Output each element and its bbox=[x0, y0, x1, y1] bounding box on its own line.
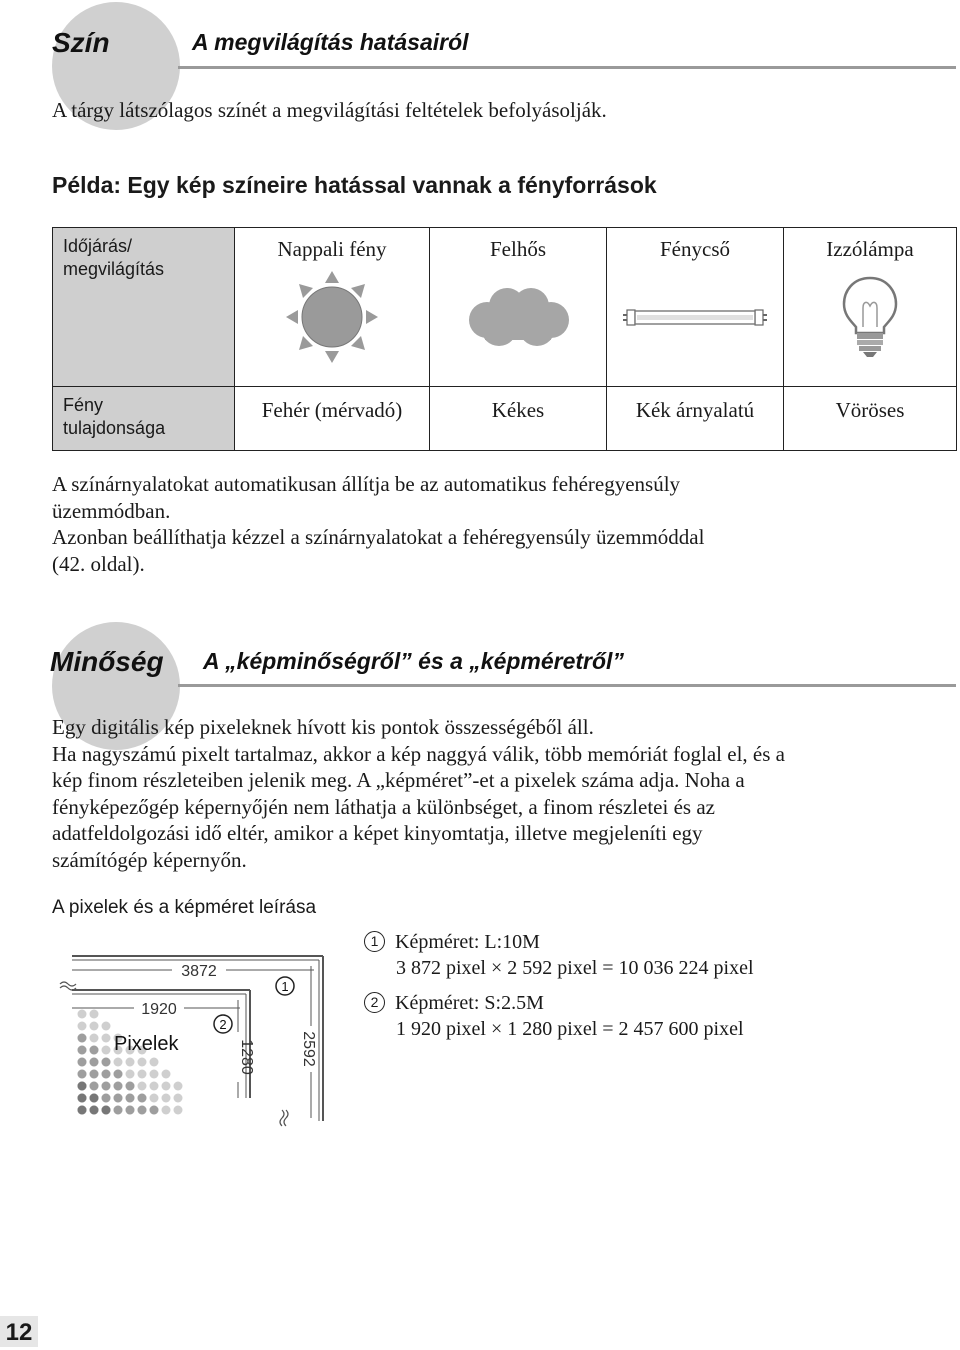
spec-2-line1: Képméret: S:2.5M bbox=[395, 992, 544, 1014]
label-pixels: Pixelek bbox=[114, 1033, 179, 1055]
section-subtitle: A megvilágítás hatásairól bbox=[192, 29, 469, 55]
cloud-icon bbox=[465, 286, 571, 348]
spec-2-number: 2 bbox=[364, 992, 385, 1013]
pixel-dots bbox=[78, 1010, 183, 1115]
wb-line-3: Azonban beállíthatja kézzel a színárnyalatokat a fehéregyensúly üzemmóddal bbox=[52, 525, 705, 549]
property-fluorescent: Kék árnyalatú bbox=[607, 387, 784, 451]
pixel-diagram bbox=[58, 948, 338, 1138]
col-label-fluorescent: Fénycső bbox=[660, 237, 730, 261]
col-daylight bbox=[235, 228, 430, 387]
label-width-small: 1920 bbox=[141, 1001, 177, 1018]
spec-2-line2: 1 920 pixel × 1 280 pixel = 2 457 600 pixel bbox=[396, 1018, 744, 1040]
intro-text: A tárgy látszólagos színét a megvilágítási feltételek befolyásolják. bbox=[52, 98, 607, 122]
col-label-incandescent: Izzólámpa bbox=[826, 237, 914, 261]
label-width-large: 3872 bbox=[181, 963, 217, 980]
wb-line-4: (42. oldal). bbox=[52, 551, 145, 576]
row-header-weather bbox=[53, 228, 235, 387]
wb-line-2: üzemmódban. bbox=[52, 498, 171, 523]
col-incandescent bbox=[784, 228, 957, 387]
quality-line-2: Ha nagyszámú pixelt tartalmaz, akkor a kép naggyá válik, több memóriát foglal el, és a bbox=[52, 741, 785, 766]
marker-1: 1 bbox=[281, 979, 289, 994]
diagram-caption: A pixelek és a képméret leírása bbox=[52, 897, 317, 918]
spec-1-line1: Képméret: L:10M bbox=[395, 931, 540, 953]
spec-2 bbox=[364, 990, 744, 1042]
row-header-weather-line2: megvilágítás bbox=[63, 259, 165, 279]
section-title-szin: Szín bbox=[52, 27, 110, 58]
quality-line-1: Egy digitális kép pixeleknek hívott kis pontok összességéből áll. bbox=[52, 715, 594, 739]
col-fluorescent bbox=[607, 228, 784, 387]
col-cloudy bbox=[430, 228, 607, 387]
row-header-property bbox=[53, 387, 235, 451]
section-rule-2 bbox=[178, 684, 956, 687]
fluorescent-tube-icon bbox=[621, 305, 769, 329]
light-bulb-icon bbox=[840, 275, 900, 359]
marker-2: 2 bbox=[219, 1017, 227, 1032]
property-incandescent: Vöröses bbox=[784, 387, 957, 451]
quality-line-3: kép finom részleteiben jelenik meg. A „képméret”-et a pixelek száma adja. Noha a bbox=[52, 768, 745, 792]
label-height-small: 1280 bbox=[238, 1039, 255, 1075]
section-rule bbox=[178, 66, 956, 69]
spec-1 bbox=[364, 929, 754, 981]
row-header-property-line1: Fény bbox=[63, 395, 104, 415]
lighting-table bbox=[52, 227, 957, 451]
property-daylight: Fehér (mérvadó) bbox=[235, 387, 430, 451]
example-heading: Példa: Egy kép színeire hatással vannak a fényforrások bbox=[52, 172, 657, 198]
sun-icon bbox=[284, 269, 380, 365]
quality-paragraph bbox=[52, 714, 785, 873]
col-label-cloudy: Felhős bbox=[489, 237, 546, 261]
quality-line-5: adatfeldolgozási idő eltér, amikor a képet kinyomtatja, illetve megjeleníti egy bbox=[52, 821, 703, 845]
spec-1-number: 1 bbox=[364, 931, 385, 952]
row-header-weather-line1: Időjárás/ bbox=[63, 236, 133, 256]
row-header-property-line2: tulajdonsága bbox=[63, 418, 166, 438]
quality-line-6: számítógép képernyőn. bbox=[52, 847, 247, 872]
col-label-daylight: Nappali fény bbox=[277, 237, 387, 261]
spec-1-line2: 3 872 pixel × 2 592 pixel = 10 036 224 pixel bbox=[396, 957, 754, 979]
quality-line-4: fényképezőgép képernyőjén nem láthatja a különbséget, a finom részletei és az bbox=[52, 794, 715, 819]
section-subtitle-2: A „képminőségről” és a „képméretről” bbox=[203, 648, 624, 674]
property-cloudy: Kékes bbox=[430, 387, 607, 451]
section-title-minoseg: Minőség bbox=[50, 646, 164, 677]
label-height-large: 2592 bbox=[300, 1031, 317, 1067]
wb-line-1: A színárnyalatokat automatikusan állítja be az automatikus fehéregyensúly bbox=[52, 472, 681, 496]
white-balance-paragraph bbox=[52, 471, 704, 577]
page-number: 12 bbox=[0, 1316, 38, 1347]
